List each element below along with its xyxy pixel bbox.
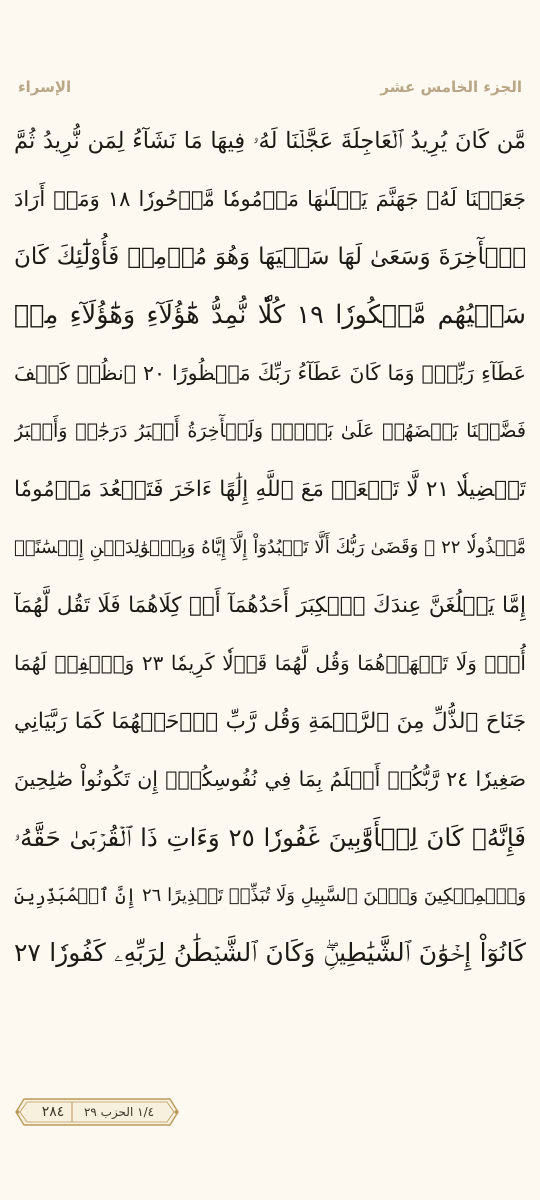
hizb-marker: ١/٤ الحزب ٢٩ [83, 1105, 155, 1119]
text-line [14, 576, 526, 634]
text-line [14, 170, 526, 228]
text-line-content: ٱلۡأٓخِرَةَ وَسَعَىٰ لَهَا سَعۡيَهَا وَهُوَ مُؤۡمِنٞ فَأُوْلَٰٓئِكَ كَانَ [14, 244, 526, 270]
text-line [14, 112, 526, 170]
page-number: ٢٨٤ [41, 1104, 65, 1120]
text-line-content: مَّن كَانَ يُرِيدُ ٱلۡعَاجِلَةَ عَجَّلۡنَا لَهُۥ فِيهَا مَا نَشَآءُ لِمَن نُّرِيدُ ثُمَّ [14, 128, 526, 154]
text-line [14, 460, 526, 518]
text-line-content: إِمَّا يَبۡلُغَنَّ عِندَكَ ٱلۡكِبَرَ أَحَدُهُمَآ أَوۡ كِلَاهُمَا فَلَا تَقُل لَّهُمَآ [14, 592, 526, 618]
page-header [18, 72, 522, 102]
text-line-content: صَغِيرٗا ٢٤ رَّبُّكُمۡ أَعۡلَمُ بِمَا فِي نُفُوسِكُمۡۚ إِن تَكُونُواْ صَٰلِحِينَ [14, 767, 526, 791]
surah-name: الإسراء [18, 78, 72, 96]
text-line [14, 634, 526, 692]
text-line-content: وَٱلۡمِسۡكِينَ وَٱبۡنَ ٱلسَّبِيلِ وَلَا تُبَذِّرۡ تَبۡذِيرًا ٢٦ إِنَّ ٱلۡمُبَذِّرِينَ [14, 884, 526, 906]
text-line-content: فَضَّلۡنَا بَعۡضَهُمۡ عَلَىٰ بَعۡضٖۚ وَلَلۡأٓخِرَةُ أَكۡبَرُ دَرَجَٰتٖ وَأَكۡبَرُ [14, 420, 526, 442]
text-line-content: كَانُوٓاْ إِخۡوَٰنَ ٱلشَّيَٰطِينِۖ وَكَانَ ٱلشَّيۡطَٰنُ لِرَبِّهِۦ كَفُورٗا ٢٧ [14, 938, 526, 967]
text-line [14, 518, 526, 576]
text-line-content: أُفّٖ وَلَا تَنۡهَرۡهُمَا وَقُل لَّهُمَا قَوۡلٗا كَرِيمٗا ٢٣ وَٱخۡفِضۡ لَهُمَا [14, 651, 526, 675]
text-line [14, 924, 526, 982]
text-line-content: سَعۡيُهُم مَّشۡكُورٗا ١٩ كُلّٗا نُّمِدُّ هَٰٓؤُلَآءِ وَهَٰٓؤُلَآءِ مِنۡ [14, 300, 526, 330]
text-line-content: جَعَلۡنَا لَهُۥ جَهَنَّمَ يَصۡلَىٰهَا مَذۡمُومٗا مَّدۡحُورٗا ١٨ وَمَنۡ أَرَادَ [14, 187, 526, 211]
text-line [14, 692, 526, 750]
text-line [14, 344, 526, 402]
text-line [14, 402, 526, 460]
text-line [14, 866, 526, 924]
juz-name: الجزء الخامس عشر [380, 78, 522, 96]
text-line [14, 228, 526, 286]
text-line-content: مَّخۡذُولٗا ٢٢ ۞ وَقَضَىٰ رَبُّكَ أَلَّا تَعۡبُدُوٓاْ إِلَّآ إِيَّاهُ وَبِٱلۡوَٰلِدَيۡنِ إِحۡسَٰنًاۚ [14, 536, 526, 558]
text-line-content: فَإِنَّهُۥ كَانَ لِلۡأَوَّٰبِينَ غَفُورٗا ٢٥ وَءَاتِ ذَا ٱلۡقُرۡبَىٰ حَقَّهُۥ [14, 822, 526, 852]
text-line-content: عَطَآءِ رَبِّكَۚ وَمَا كَانَ عَطَآءُ رَبِّكَ مَحۡظُورًا ٢٠ ٱنظُرۡ كَيۡفَ [14, 361, 526, 385]
page-footer [14, 1097, 180, 1127]
text-line [14, 286, 526, 344]
text-line [14, 750, 526, 808]
text-line-content: تَفۡضِيلٗا ٢١ لَّا تَجۡعَلۡ مَعَ ٱللَّهِ إِلَٰهًا ءَاخَرَ فَتَقۡعُدَ مَذۡمُومٗا [14, 476, 526, 502]
quran-text [14, 112, 526, 982]
text-line-content: جَنَاحَ ٱلذُّلِّ مِنَ ٱلرَّحۡمَةِ وَقُل رَّبِّ ٱرۡحَمۡهُمَا كَمَا رَبَّيَانِي [14, 708, 526, 734]
text-line [14, 808, 526, 866]
